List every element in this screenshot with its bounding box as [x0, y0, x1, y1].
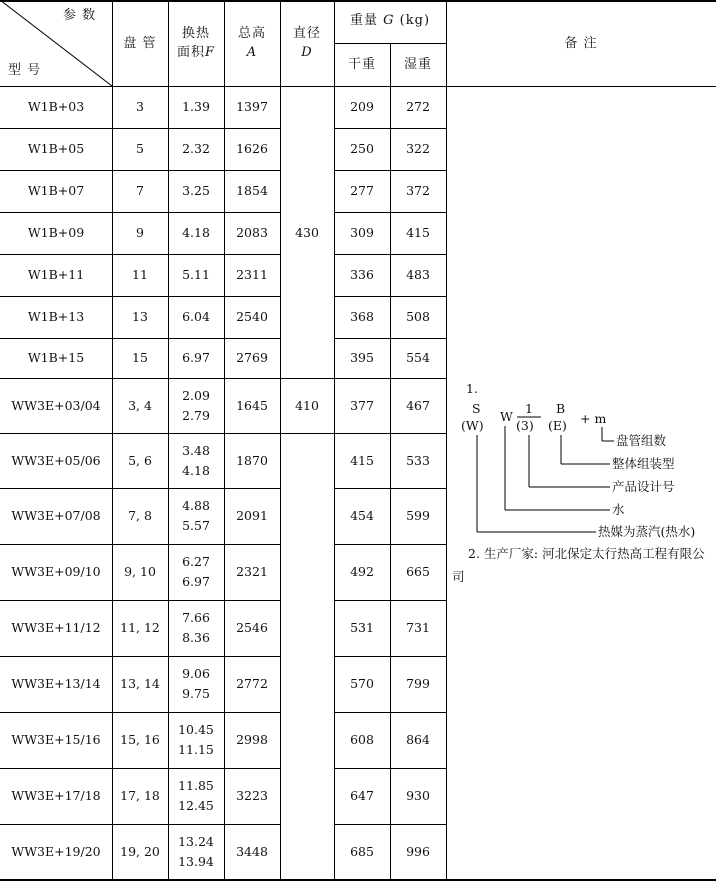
area-cell: 5.11 [182, 267, 210, 282]
dry-weight-cell: 531 [350, 620, 374, 635]
area-cell: 11.85 [178, 778, 214, 793]
coil-cell: 3 [136, 99, 144, 114]
column-rule [280, 0, 281, 880]
model-cell: WW3E+03/04 [11, 398, 101, 413]
height-cell: 2540 [236, 309, 268, 324]
wet-weight-cell: 322 [406, 141, 430, 156]
area-cell-2: 8.36 [182, 630, 210, 645]
model-cell: W1B+11 [27, 267, 85, 282]
coil-header: 盘 管 [123, 36, 157, 51]
dry-weight-cell: 209 [350, 99, 374, 114]
coil-cell: 15 [132, 350, 148, 365]
height-cell: 2546 [236, 620, 268, 635]
height-cell: 2311 [236, 267, 268, 282]
coil-cell: 9, 10 [124, 564, 156, 579]
column-rule [168, 0, 169, 880]
legend-coil-count: 盘管组数 [616, 433, 667, 448]
model-cell: W1B+07 [27, 183, 85, 198]
coil-cell: 9 [136, 225, 144, 240]
area-cell-2: 12.45 [178, 798, 214, 813]
dry-weight-header: 干重 [347, 57, 377, 72]
legend-design-no: 产品设计号 [612, 479, 675, 494]
area-cell: 4.88 [182, 498, 210, 513]
area-cell-2: 9.75 [182, 686, 210, 701]
height-cell: 1626 [236, 141, 268, 156]
dry-weight-cell: 368 [350, 309, 374, 324]
weight-header: 重量 G (kg) [349, 13, 431, 28]
coil-cell: 13, 14 [120, 676, 160, 691]
wet-weight-cell: 372 [406, 183, 430, 198]
model-cell: WW3E+09/10 [11, 564, 101, 579]
wet-weight-cell: 483 [406, 267, 430, 282]
code-b: B [556, 401, 566, 416]
model-cell: W1B+09 [27, 225, 85, 240]
model-cell: W1B+05 [27, 141, 85, 156]
dry-weight-cell: 415 [350, 453, 374, 468]
area-cell: 6.04 [182, 309, 210, 324]
column-rule [224, 0, 225, 880]
area-cell: 1.39 [182, 99, 210, 114]
coil-cell: 7 [136, 183, 144, 198]
coil-cell: 5, 6 [128, 453, 152, 468]
area-cell-2: 4.18 [182, 463, 210, 478]
model-cell: WW3E+11/12 [11, 620, 101, 635]
area-cell: 4.18 [182, 225, 210, 240]
model-cell: WW3E+07/08 [11, 508, 101, 523]
model-cell: W1B+13 [27, 309, 85, 324]
dry-weight-cell: 377 [350, 398, 374, 413]
wet-weight-cell: 665 [406, 564, 430, 579]
model-cell: WW3E+15/16 [11, 732, 101, 747]
wet-weight-header: 湿重 [403, 57, 433, 72]
column-rule [112, 0, 113, 880]
code-w: W [500, 409, 513, 424]
column-rule [446, 0, 447, 880]
dry-weight-cell: 570 [350, 676, 374, 691]
remark-item1-number: 1. [466, 381, 478, 396]
area-cell: 10.45 [178, 722, 214, 737]
coil-cell: 17, 18 [120, 788, 160, 803]
legend-water: 水 [612, 502, 625, 517]
column-rule [334, 0, 335, 880]
wet-weight-cell: 554 [406, 350, 430, 365]
height-cell: 3223 [236, 788, 268, 803]
model-cell: WW3E+19/20 [11, 844, 101, 859]
dry-weight-cell: 277 [350, 183, 374, 198]
area-cell-2: 6.97 [182, 574, 210, 589]
height-header: 总高 [237, 26, 267, 41]
area-cell: 9.06 [182, 666, 210, 681]
model-cell: WW3E+17/18 [11, 788, 101, 803]
wet-weight-cell: 508 [406, 309, 430, 324]
model-label: 型 号 [8, 63, 42, 78]
legend-heat-medium: 热媒为蒸汽(热水) [598, 524, 696, 539]
model-cell: W1B+03 [27, 99, 85, 114]
wet-weight-cell: 731 [406, 620, 430, 635]
dry-weight-cell: 454 [350, 508, 374, 523]
area-cell: 13.24 [178, 834, 214, 849]
height-cell: 2772 [236, 676, 268, 691]
wet-weight-cell: 467 [406, 398, 430, 413]
remarks-header: 备 注 [564, 36, 598, 51]
area-cell: 2.32 [182, 141, 210, 156]
wet-weight-cell: 930 [406, 788, 430, 803]
area-cell-2: 2.79 [182, 408, 210, 423]
area-cell: 6.97 [182, 350, 210, 365]
code-1: 1 [525, 401, 533, 416]
wet-weight-cell: 599 [406, 508, 430, 523]
area-cell: 2.09 [182, 388, 210, 403]
diameter-header: 直径 [292, 26, 322, 41]
height-cell: 1870 [236, 453, 268, 468]
area-cell: 3.48 [182, 443, 210, 458]
param-label: 参 数 [63, 8, 97, 23]
model-cell: W1B+15 [27, 350, 85, 365]
diameter-group1-cell: 430 [295, 225, 319, 240]
dry-weight-cell: 685 [350, 844, 374, 859]
wet-weight-cell: 864 [406, 732, 430, 747]
code-w-paren: (W) [461, 418, 484, 433]
area-cell: 6.27 [182, 554, 210, 569]
height-cell: 2998 [236, 732, 268, 747]
wet-weight-cell: 799 [406, 676, 430, 691]
table-header-rule [0, 86, 716, 87]
coil-cell: 19, 20 [120, 844, 160, 859]
height-cell: 1854 [236, 183, 268, 198]
table-bottom-rule [0, 879, 716, 881]
height-cell: 2321 [236, 564, 268, 579]
remark-item2-manufacturer: 2. 生产厂家: 河北保定太行热高工程有限公司 [452, 546, 705, 584]
dry-weight-cell: 395 [350, 350, 374, 365]
code-3-paren: (3) [516, 418, 534, 433]
height-cell: 1645 [236, 398, 268, 413]
height-cell: 3448 [236, 844, 268, 859]
coil-cell: 11, 12 [120, 620, 160, 635]
code-s: S [472, 401, 481, 416]
area-cell: 3.25 [182, 183, 210, 198]
diameter-group2-cell: 410 [295, 398, 319, 413]
dry-weight-cell: 250 [350, 141, 374, 156]
model-cell: WW3E+05/06 [11, 453, 101, 468]
wet-weight-cell: 996 [406, 844, 430, 859]
height-cell: 2083 [236, 225, 268, 240]
coil-cell: 7, 8 [128, 508, 152, 523]
code-e-paren: (E) [548, 418, 567, 433]
column-rule [390, 43, 391, 880]
coil-cell: 5 [136, 141, 144, 156]
dry-weight-cell: 608 [350, 732, 374, 747]
area-header-line1: 换热 [181, 26, 211, 41]
height-cell: 1397 [236, 99, 268, 114]
coil-cell: 13 [132, 309, 148, 324]
coil-cell: 15, 16 [120, 732, 160, 747]
wet-weight-cell: 533 [406, 453, 430, 468]
height-symbol: A [246, 45, 258, 60]
code-plus-m: + m [580, 411, 607, 426]
dry-weight-cell: 309 [350, 225, 374, 240]
wet-weight-cell: 415 [406, 225, 430, 240]
dry-weight-cell: 336 [350, 267, 374, 282]
diameter-symbol: D [301, 45, 313, 60]
height-cell: 2091 [236, 508, 268, 523]
dry-weight-cell: 647 [350, 788, 374, 803]
coil-cell: 11 [132, 267, 148, 282]
dry-weight-cell: 492 [350, 564, 374, 579]
area-cell: 7.66 [182, 610, 210, 625]
legend-assembly: 整体组装型 [612, 456, 675, 471]
area-cell-2: 5.57 [182, 518, 210, 533]
model-cell: WW3E+13/14 [11, 676, 101, 691]
coil-cell: 3, 4 [128, 398, 152, 413]
area-cell-2: 13.94 [178, 854, 214, 869]
area-cell-2: 11.15 [178, 742, 214, 757]
area-header-line2: 面积F [176, 45, 216, 60]
wet-weight-cell: 272 [406, 99, 430, 114]
height-cell: 2769 [236, 350, 268, 365]
